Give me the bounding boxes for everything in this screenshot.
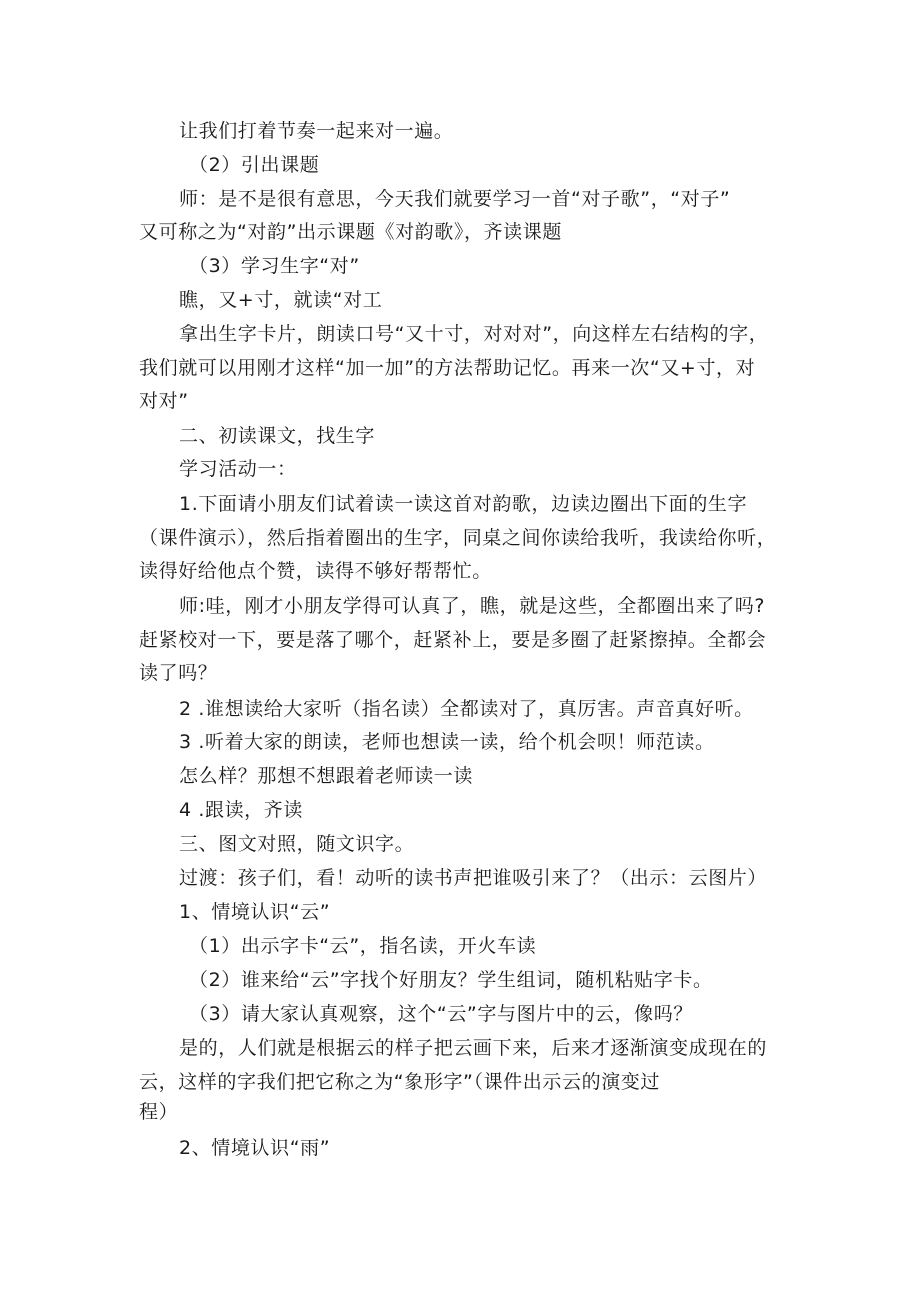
text-line: 1.下面请小朋友们试着读一读这首对韵歌，边读边圈出下面的生字: [179, 493, 748, 515]
text-line: （课件演示），然后指着圈出的生字，同桌之间你读给我听，我读给你听，: [139, 527, 777, 549]
text-line: 4 .跟读，齐读: [179, 799, 303, 821]
text-line: 对对”: [139, 390, 189, 412]
text-line: 2 .谁想读给大家听（指名读）全都读对了，真厉害。声音真好听。: [179, 698, 754, 720]
section-heading: 二、初读课文，找生字: [179, 425, 376, 447]
text-line: 读了吗？: [139, 662, 218, 684]
text-line: 1、情境认识“云”: [179, 901, 331, 923]
text-line: 3 .听着大家的朗读，老师也想读一读，给个机会呗！师范读。: [179, 731, 715, 753]
text-line: 程）: [139, 1101, 179, 1123]
text-line: （3）学习生字“对”: [189, 255, 360, 277]
text-line: 怎么样？那想不想跟着老师读一读: [179, 765, 474, 787]
text-line: 赶紧校对一下，要是落了哪个，赶紧补上，要是多圈了赶紧擦掉。全都会: [139, 629, 767, 651]
text-line: （2）引出课题: [189, 154, 320, 176]
text-line: 让我们打着节奏一起来对一遍。: [179, 120, 454, 142]
text-line: 瞧，又+寸，就读“对工: [179, 289, 383, 311]
text-line: 师：是不是很有意思，今天我们就要学习一首“对子歌”，“对子”: [179, 188, 731, 210]
text-line: 我们就可以用刚才这样“加一加”的方法帮助记忆。再来一次“又+寸，对: [139, 357, 756, 379]
text-line: 读得好给他点个赞，读得不够好帮帮忙。: [139, 560, 492, 582]
text-line: 2、情境认识“雨”: [179, 1137, 331, 1159]
text-line: （3）请大家认真观察，这个“云”字与图片中的云，像吗？: [189, 1003, 693, 1025]
section-heading: 三、图文对照，随文识字。: [179, 833, 415, 855]
text-line: 师:哇，刚才小朋友学得可认真了，瞧，就是这些，全都圈出来了吗?: [179, 595, 766, 617]
text-line: 是的，人们就是根据云的样子把云画下来，后来才逐渐演变成现在的: [179, 1037, 768, 1059]
text-line: （1）出示字卡“云”，指名读，开火车读: [189, 935, 537, 957]
text-line: 云，这样的字我们把它称之为“象形字”（课件出示云的演变过: [139, 1071, 660, 1093]
text-line: 学习活动一：: [179, 458, 297, 480]
text-line: 拿出生字卡片，朗读口号“又十寸，对对对”，向这样左右结构的字，: [179, 323, 769, 345]
text-line: 过渡：孩子们，看！动听的读书声把谁吸引来了？（出示：云图片）: [179, 867, 768, 889]
text-line: （2）谁来给“云”字找个好朋友？学生组词，随机粘贴字卡。: [189, 969, 713, 991]
text-line: 又可称之为“对韵”出示课题《对韵歌》，齐读课题: [139, 221, 562, 243]
